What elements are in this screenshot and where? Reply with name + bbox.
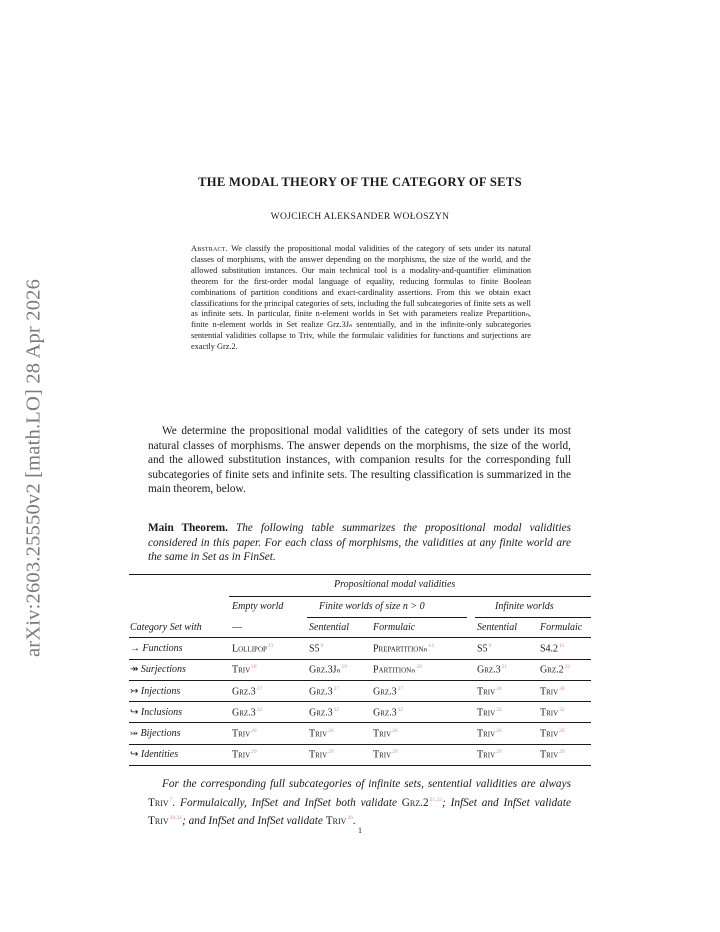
arxiv-id: arXiv:2603.25550v2 [math.LO] 28 Apr 2026 bbox=[22, 278, 45, 658]
col-header-finite-formulaic: Formulaic bbox=[373, 621, 416, 633]
cell-ref: 32 bbox=[256, 706, 263, 713]
cell-value: Triv bbox=[540, 749, 559, 761]
abstract bbox=[191, 244, 531, 353]
row-label bbox=[130, 749, 178, 760]
cell-value: S5 bbox=[309, 643, 320, 655]
cell-value: Grz.3 bbox=[232, 707, 256, 719]
footer-value: Grz.2 bbox=[401, 796, 429, 809]
table-cell bbox=[477, 728, 502, 739]
cell-ref: 29 bbox=[251, 749, 257, 756]
row-name: Surjections bbox=[140, 664, 186, 676]
row-name: Functions bbox=[142, 643, 183, 654]
cell-value: Triv bbox=[540, 707, 559, 719]
col-header-infinite-sentential: Sentential bbox=[477, 621, 517, 633]
table-cell bbox=[232, 749, 257, 760]
cell-ref: 22 bbox=[564, 664, 571, 671]
footer-text: . Formulaically, InfSet and InfSet bbox=[172, 796, 331, 809]
table-cell bbox=[232, 728, 257, 739]
cell-ref: 30 bbox=[496, 685, 502, 692]
cell-value: Triv bbox=[309, 728, 328, 740]
table-col-header-row bbox=[129, 617, 591, 638]
cell-value: Triv bbox=[477, 728, 496, 740]
table-cell bbox=[477, 686, 502, 697]
cell-ref: 32 bbox=[397, 706, 404, 713]
cell-ref: 11 bbox=[559, 643, 565, 649]
arrow-icon: ↪ bbox=[130, 706, 141, 718]
row-name: Inclusions bbox=[140, 706, 182, 718]
col-header-infinite-formulaic: Formulaic bbox=[540, 621, 583, 633]
table-cell bbox=[373, 664, 422, 675]
table-row bbox=[129, 744, 591, 765]
cell-value: Grz.3 bbox=[373, 707, 397, 719]
page-number: 1 bbox=[358, 826, 362, 835]
cell-ref: 27 bbox=[397, 685, 404, 692]
table-cell bbox=[309, 686, 339, 697]
row-label bbox=[130, 664, 186, 675]
table-cell bbox=[477, 749, 502, 760]
cell-ref: 29 bbox=[328, 749, 334, 756]
cell-ref: 9 bbox=[320, 643, 324, 649]
table-super-header: Propositional modal validities bbox=[334, 579, 456, 590]
table-row bbox=[129, 659, 591, 680]
cell-ref: 26 bbox=[251, 728, 257, 735]
cell-ref: 26 bbox=[559, 728, 565, 735]
paper-author: WOJCIECH ALEKSANDER WOŁOSZYN bbox=[270, 211, 450, 222]
table-cell bbox=[477, 664, 507, 675]
cell-value: Lollipop bbox=[232, 643, 267, 655]
table-cell bbox=[477, 707, 502, 718]
table-cell bbox=[373, 749, 398, 760]
cell-ref: 32 bbox=[333, 706, 340, 713]
table-row bbox=[129, 702, 591, 723]
footer-value: Triv bbox=[325, 814, 347, 827]
cell-value: Triv bbox=[309, 749, 328, 761]
table-cell bbox=[540, 749, 565, 760]
row-label bbox=[130, 686, 180, 697]
cell-ref: 20 bbox=[416, 664, 422, 671]
cell-value: Grz.3Jₙ bbox=[309, 664, 341, 676]
row-name: Identities bbox=[140, 749, 179, 761]
row-label bbox=[130, 643, 183, 654]
table-cell bbox=[373, 707, 403, 718]
table-cell bbox=[309, 664, 347, 675]
cell-value: Triv bbox=[373, 749, 392, 761]
table-cell bbox=[309, 707, 339, 718]
table-cell bbox=[373, 686, 403, 697]
table-cell bbox=[540, 707, 565, 718]
col-header-empty: — bbox=[232, 621, 242, 633]
footer-text: both validate bbox=[335, 796, 397, 809]
arrow-icon: ⤖ bbox=[130, 728, 141, 740]
table-cell bbox=[540, 664, 570, 675]
cell-ref: 19 bbox=[341, 664, 348, 671]
arrow-icon: → bbox=[130, 643, 143, 654]
table-cell bbox=[477, 643, 491, 654]
cell-ref: 14 bbox=[428, 643, 434, 649]
table-cell bbox=[373, 728, 398, 739]
table-cell bbox=[232, 707, 262, 718]
cell-value: Triv bbox=[232, 728, 251, 740]
cell-value: Triv bbox=[477, 685, 496, 697]
row-label bbox=[130, 707, 182, 718]
cell-value: Triv bbox=[232, 749, 251, 761]
cell-ref: 27 bbox=[333, 685, 340, 692]
main-theorem bbox=[148, 521, 571, 565]
table-group-header-row bbox=[129, 596, 591, 617]
cell-ref: 9 bbox=[488, 643, 492, 649]
footer-text: For the corresponding full subcategories of infinite sets, sentential validities are always bbox=[162, 778, 571, 790]
cell-ref: 29 bbox=[559, 749, 565, 756]
col-header-category: Category Set with bbox=[130, 621, 202, 633]
table-body bbox=[129, 638, 591, 766]
table-row bbox=[129, 638, 591, 659]
table-cell bbox=[540, 686, 565, 697]
footer-paragraph: For the corresponding full subcategories of infinite sets, sentential validities are always Triv$^7$. Formulaically, InfSet and InfSet both validate Grz.2$^{21,22}$; InfSet and InfSet validate Triv$^{30,31}$; and InfSet and InfSet validate Triv$^{26}$. bbox=[148, 778, 571, 827]
cell-ref: 26 bbox=[328, 728, 334, 735]
cell-ref: 32 bbox=[559, 706, 565, 713]
cell-value: Triv bbox=[477, 707, 496, 719]
table-row bbox=[129, 723, 591, 744]
cell-value: Grz.3 bbox=[477, 664, 501, 676]
footer-ref: 26 bbox=[347, 814, 353, 821]
cell-ref: 29 bbox=[392, 749, 398, 756]
arrow-icon: ↠ bbox=[130, 664, 141, 676]
group-header-finite: Finite worlds of size n > 0 bbox=[319, 601, 425, 612]
validities-table bbox=[129, 574, 591, 761]
cell-value: Grz.3 bbox=[232, 685, 256, 697]
col-header-finite-sentential: Sentential bbox=[309, 621, 349, 633]
arrow-icon: ↪ bbox=[130, 749, 141, 761]
cell-value: Triv bbox=[477, 749, 496, 761]
footer-value: Triv bbox=[148, 814, 169, 827]
cell-value: Prepartitionₙ bbox=[373, 643, 428, 655]
cell-value: Partitionₙ bbox=[373, 664, 416, 676]
arrow-icon: ↣ bbox=[130, 685, 141, 697]
cell-ref: 26 bbox=[392, 728, 398, 735]
main-theorem-label: Main Theorem. bbox=[148, 522, 229, 534]
table-cell bbox=[540, 643, 564, 654]
table-cell bbox=[309, 643, 323, 654]
cell-value: S5 bbox=[477, 643, 488, 655]
cell-value: Triv bbox=[373, 728, 392, 740]
group-header-infinite: Infinite worlds bbox=[495, 601, 554, 612]
cell-value: Triv bbox=[540, 728, 559, 740]
cell-value: Triv bbox=[232, 664, 251, 676]
cell-ref: 30 bbox=[559, 685, 565, 692]
cell-value: Triv bbox=[540, 685, 559, 697]
table-cell bbox=[232, 643, 273, 654]
cell-value: Grz.3 bbox=[309, 707, 333, 719]
cell-ref: 21 bbox=[501, 664, 508, 671]
footer-text: ; and InfSet and InfSet validate bbox=[182, 814, 323, 827]
cell-ref: 23 bbox=[267, 643, 274, 649]
table-super-header-row bbox=[129, 574, 591, 596]
cell-ref: 27 bbox=[256, 685, 263, 692]
table-cell bbox=[373, 643, 434, 654]
footer-text: InfSet and InfSet validate bbox=[450, 796, 571, 809]
group-header-empty: Empty world bbox=[232, 601, 284, 612]
cell-value: Grz.3 bbox=[373, 685, 397, 697]
abstract-heading: Abstract. bbox=[191, 244, 228, 253]
cell-value: Grz.2 bbox=[540, 664, 564, 676]
footer-ref: 30,31 bbox=[169, 814, 183, 821]
row-name: Bijections bbox=[140, 728, 181, 740]
row-name: Injections bbox=[140, 685, 181, 697]
table-cell bbox=[232, 664, 257, 675]
table-row bbox=[129, 681, 591, 702]
row-label bbox=[130, 728, 181, 739]
table-cell bbox=[309, 728, 334, 739]
cell-value: Grz.3 bbox=[309, 685, 333, 697]
cell-ref: 29 bbox=[496, 749, 502, 756]
cell-ref: 18 bbox=[251, 664, 257, 671]
main-theorem-text: The following table summarizes the propositional modal validities considered in this paper. For each class of morphisms, the validities at any finite world are the same in Set as in FinSet. bbox=[148, 522, 571, 564]
cell-ref: 26 bbox=[496, 728, 502, 735]
cell-value: S4.2 bbox=[540, 643, 559, 655]
footer-ref: 21,22 bbox=[429, 796, 442, 803]
table-rule bbox=[129, 765, 591, 766]
table-cell bbox=[309, 749, 334, 760]
intro-paragraph: We determine the propositional modal validities of the category of sets under its most natural classes of morphisms. The answer depends on the morphisms, the size of the world, and the allowed substitution instances, with companion results for the corresponding full subcategories of finite sets and infinite sets. The resulting classification is summarized in the main theorem, below. bbox=[148, 425, 571, 496]
paper-title: THE MODAL THEORY OF THE CATEGORY OF SETS bbox=[198, 175, 522, 189]
arxiv-stamp bbox=[14, 248, 54, 688]
cell-ref: 32 bbox=[496, 706, 502, 713]
table-cell bbox=[232, 686, 262, 697]
table-cell bbox=[540, 728, 565, 739]
abstract-body: We classify the propositional modal validities of the category of sets under its natural classes of morphisms, with the answer depending on the morphisms, the size of the world, and the allowed substitution instances. Our main technical tool is a modality-and-quantifier elimination theorem for the first-order modal language of equality, reducing formulas to finite Boolean combinations of partition conditions and exact-cardinality assertions. From this we obtain exact classifications for the principal categories of sets, including the full subcategories of finite sets as well as infinite sets. In particular, finite n-element worlds in Set with parameters realize Prepartitionₙ, finite n-element worlds in Set realize Grz.3Jₙ sententially, and in the infinite-only subcategories sentential validities collapse to Triv, while the formulaic validities for functions and surjections are exactly Grz.2. bbox=[191, 244, 531, 352]
footer-value: Triv bbox=[148, 796, 169, 809]
footer-ref: 7 bbox=[169, 796, 173, 803]
